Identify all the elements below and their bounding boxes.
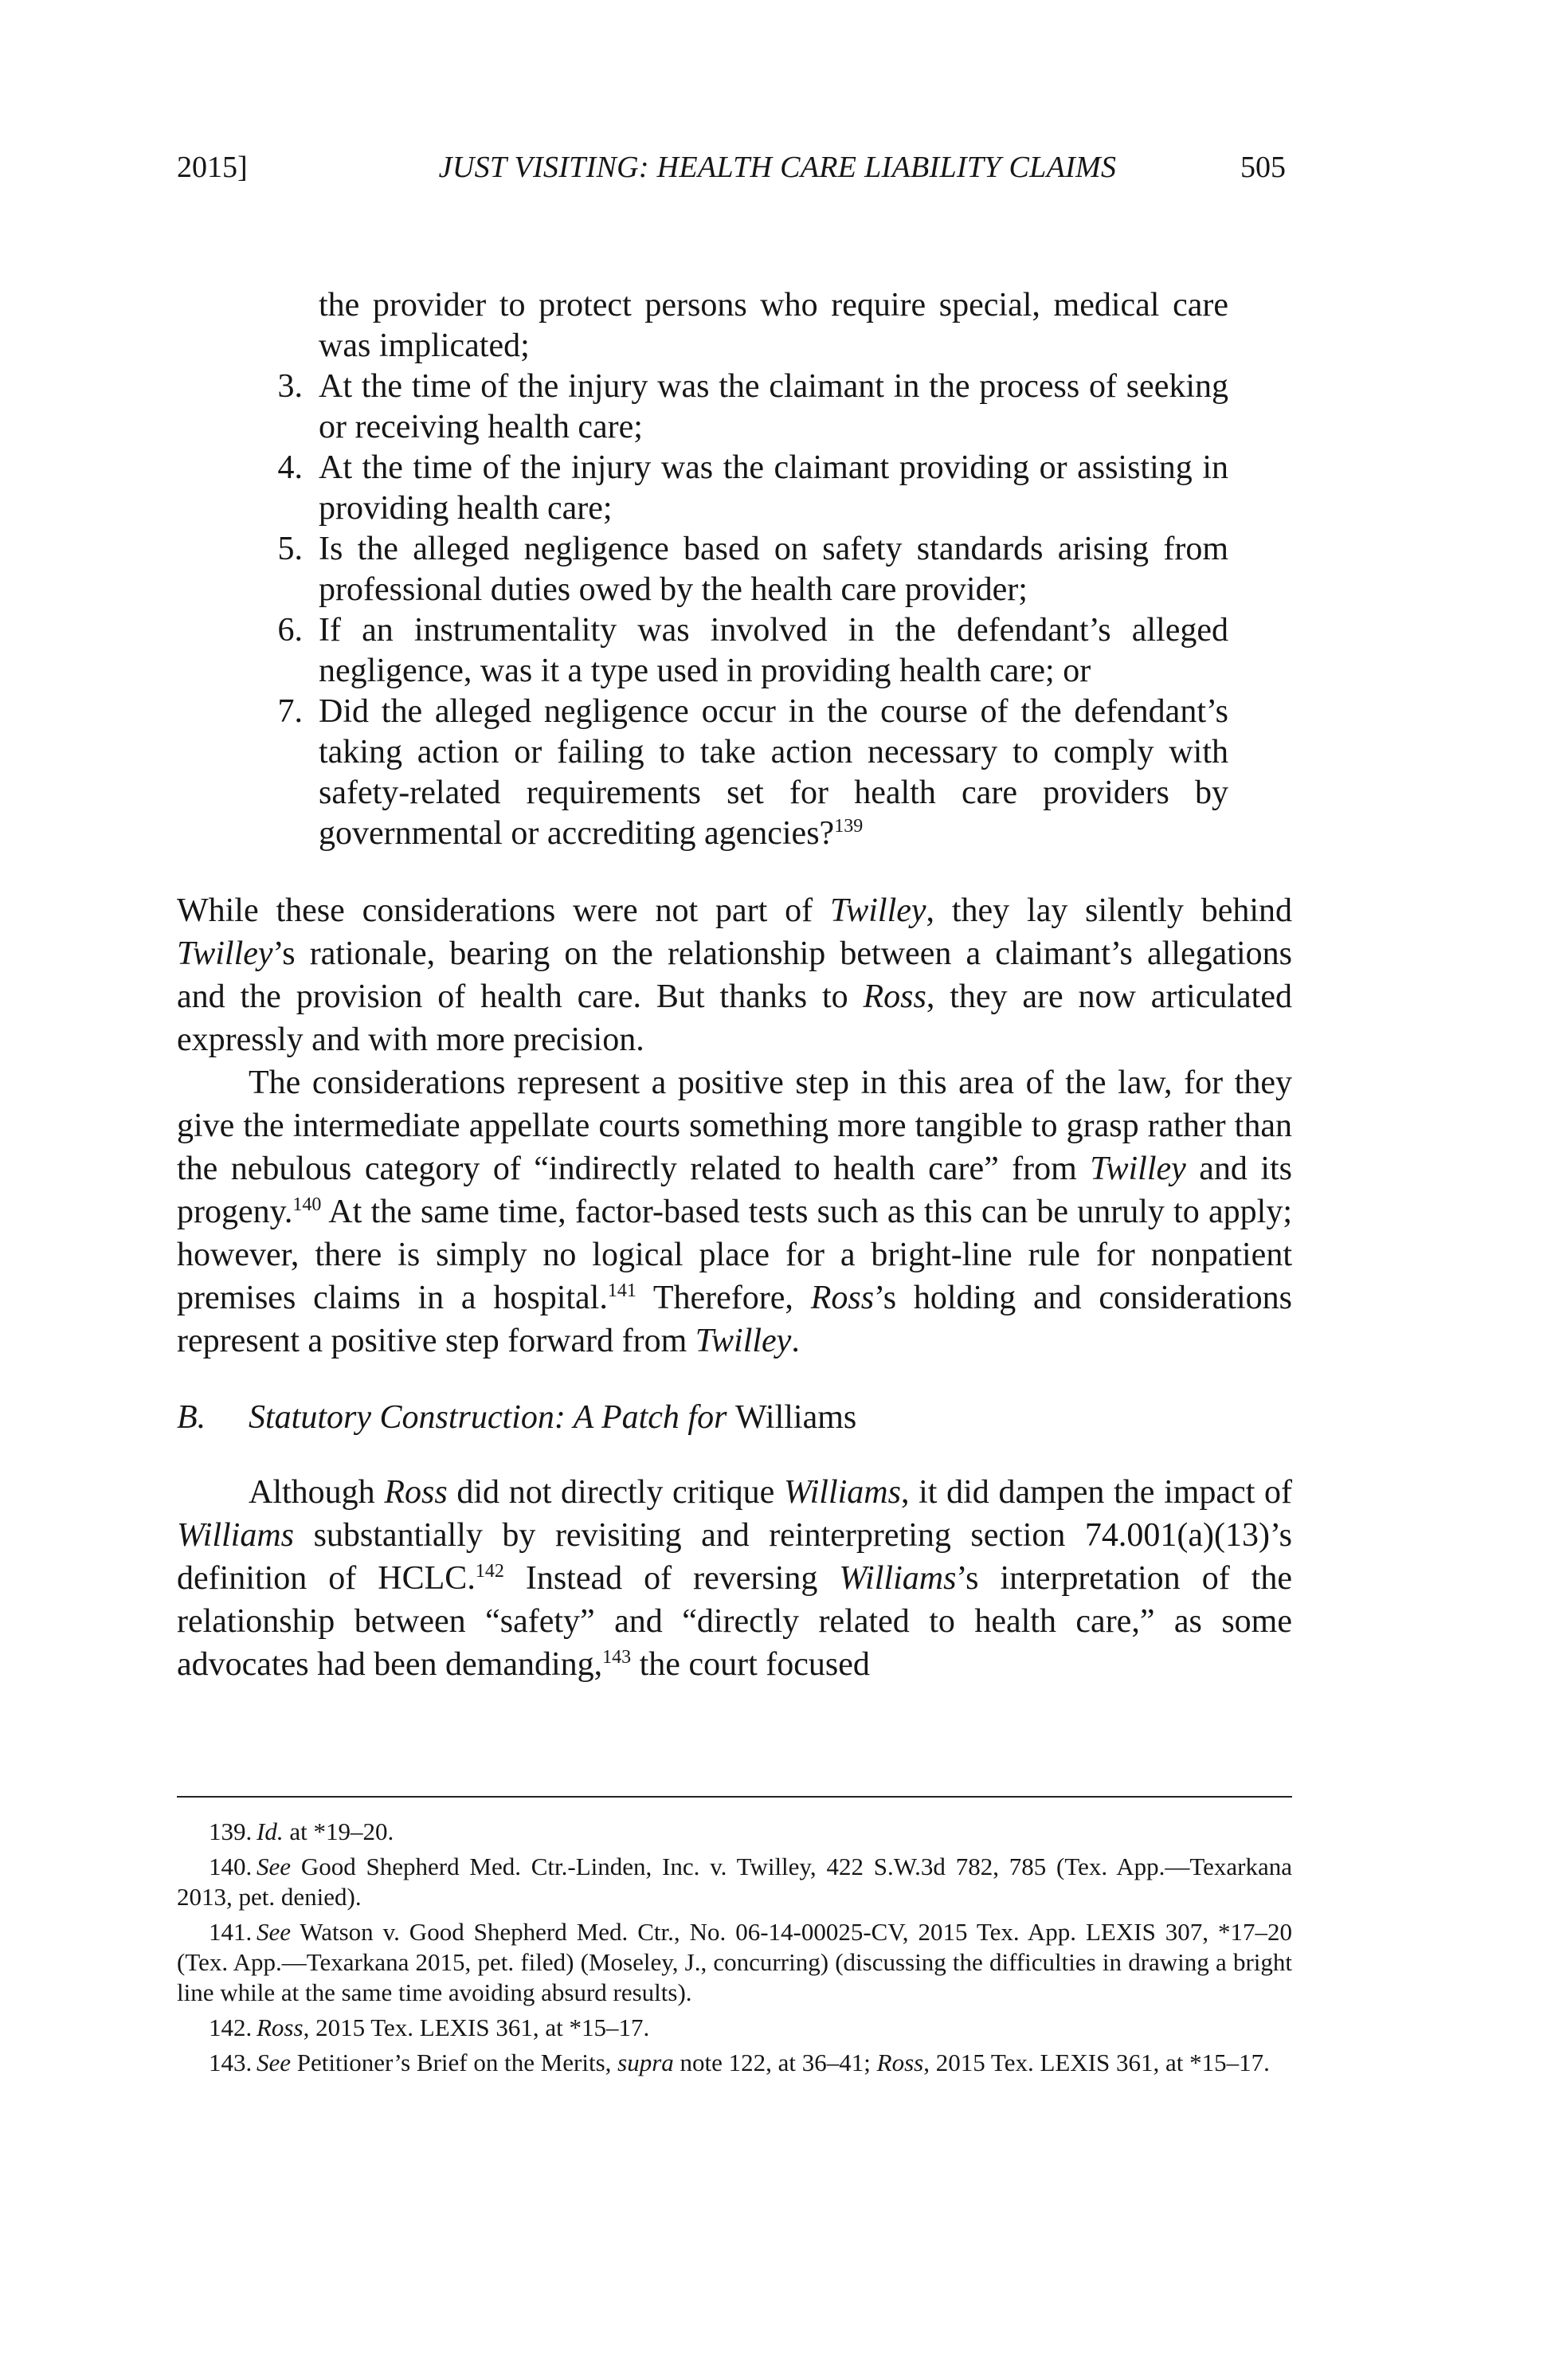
list-item-number: 5. [277, 531, 303, 567]
footnote-ref-142[interactable]: 142 [475, 1561, 504, 1582]
list-item [277, 529, 1228, 610]
running-title: JUST VISITING: HEALTH CARE LIABILITY CLAIMS [438, 151, 1117, 184]
list-item [277, 448, 1228, 529]
section-title: Statutory Construction: A Patch for [249, 1399, 735, 1436]
footnote-ref-140[interactable]: 140 [292, 1194, 322, 1215]
paragraph-3: Although Ross did not directly critique Williams, it did dampen the impact of Williams substantially by revisiting and reinterpreting section 74.001(a)(13)’s definition of HCLC.$^{142}$ Instead of reversing Williams’s interpretation of the relationship between “safety” and “directly related to health care,” as some advocates had been demanding,$^{143}$ the court focused [177, 1474, 1293, 1683]
paragraph-1: While these considerations were not part of Twilley, they lay silently behind Twilley’s rationale, bearing on the relationship between a claimant’s allegations and the provision of health care. But thanks to Ross, they are now articulated expressly and with more precision. [177, 892, 1292, 1058]
main-text [177, 889, 1292, 1686]
footnotes [177, 1817, 1292, 2083]
list-item-number: 4. [277, 449, 303, 486]
list-item [277, 610, 1228, 692]
footnote-divider [177, 1796, 1292, 1798]
list-item [277, 367, 1228, 448]
volume-year: 2015] [177, 151, 248, 184]
list-item-text: Did the alleged negligence occur in the course of the defendant’s taking action or failing to take action necessary to comply with safety-related requirements set for health care providers by governmental or accrediting agencies? [319, 693, 1228, 852]
list-item-text: Is the alleged negligence based on safety standards arising from professional duties owed by the health care provider; [319, 531, 1228, 608]
list-item-number: 3. [277, 368, 303, 405]
section-title-case: Williams [734, 1399, 857, 1436]
list-item-text: If an instrumentality was involved in the defendant’s alleged negligence, was it a type used in providing health care; or [319, 612, 1228, 689]
list-item-text: At the time of the injury was the claimant providing or assisting in providing health care; [319, 449, 1228, 527]
list-continuation: the provider to protect persons who require special, medical care was implicated; [319, 287, 1228, 364]
footnote-140: 140. See Good Shepherd Med. Ctr.-Linden, Inc. v. Twilley, 422 S.W.3d 782, 785 (Tex. App.—Texarkana 2013, pet. denied). [177, 1853, 1292, 1911]
list-item [277, 692, 1228, 854]
footnote-143: 143. See Petitioner’s Brief on the Merits, supra note 122, at 36–41; Ross, 2015 Tex. LEXIS 361, at *15–17. [209, 2049, 1270, 2076]
footnote-ref-143[interactable]: 143 [602, 1647, 632, 1668]
paragraph-2: The considerations represent a positive step in this area of the law, for they give the intermediate appellate courts something more tangible to grasp rather than the nebulous category of “indirectly related to health care” from Twilley and its progeny.$^{140}$ At the same time, factor-based tests such as this can be unruly to apply; however, there is simply no logical place for a bright-line rule for nonpatient premises claims in a hospital.$^{141}$ Therefore, Ross’s holding and considerations represent a positive step forward from Twilley. [177, 1065, 1292, 1359]
footnote-139: 139. Id. at *19–20. [209, 1817, 394, 1845]
list-item-number: 7. [277, 693, 303, 730]
footnote-142: 142. Ross, 2015 Tex. LEXIS 361, at *15–17. [209, 2013, 650, 2041]
section-heading [177, 1396, 1292, 1439]
section-label: B. [177, 1399, 206, 1436]
considerations-list [0, 285, 1555, 854]
footnote-141: 141. See Watson v. Good Shepherd Med. Ctr., No. 06-14-00025-CV, 2015 Tex. App. LEXIS 307, *17–20 (Tex. App.—Texarkana 2015, pet. filed) (Moseley, J., concurring) (discussing the difficulties in drawing a bright line while at the same time avoiding absurd results). [177, 1918, 1292, 2006]
list-item-number: 6. [277, 612, 303, 649]
footnote-ref-141[interactable]: 141 [607, 1280, 636, 1301]
footnote-ref-139[interactable]: 139 [834, 816, 864, 837]
page-number: 505 [1240, 151, 1286, 184]
running-header [0, 150, 1555, 198]
list-item-text: At the time of the injury was the claimant in the process of seeking or receiving health care; [319, 368, 1228, 445]
